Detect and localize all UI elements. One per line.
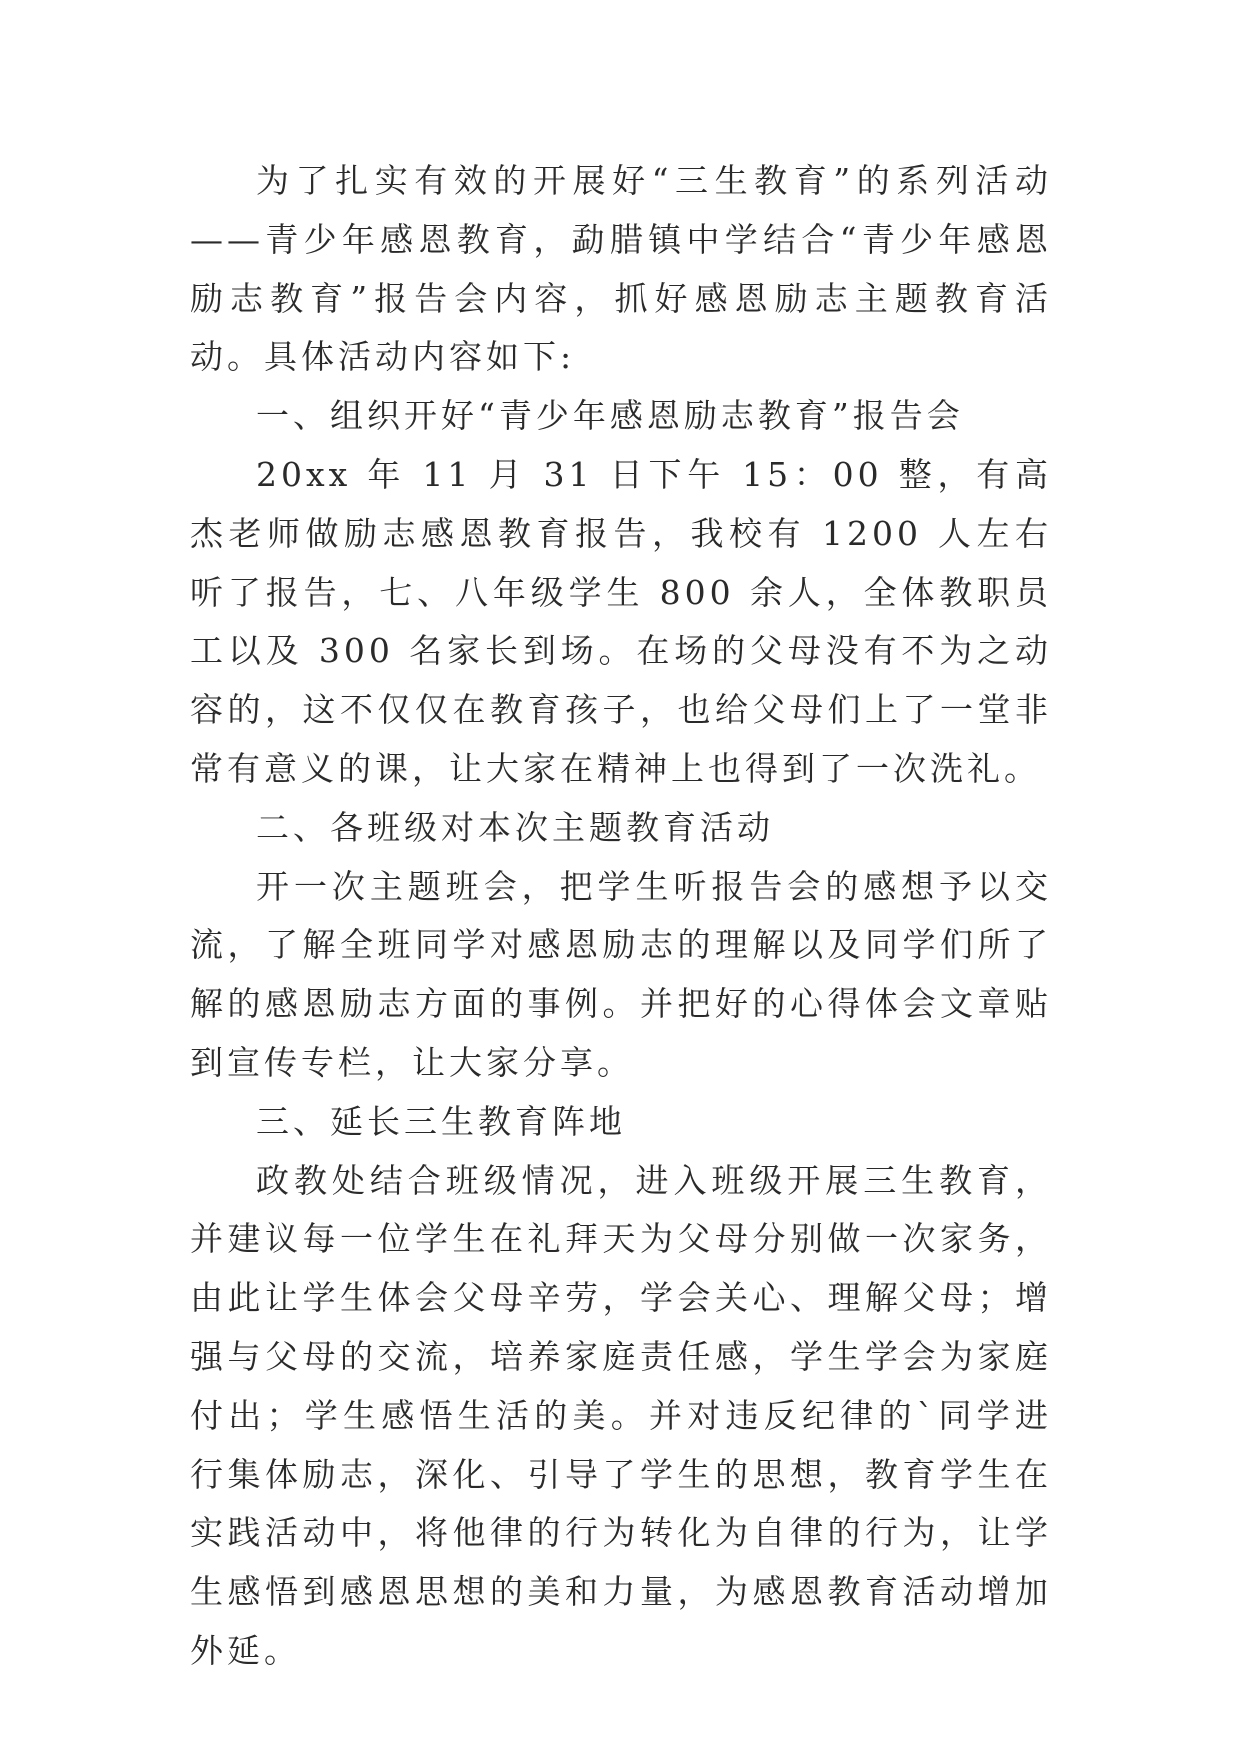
section-heading-1: 一、组织开好“青少年感恩励志教育”报告会 [256,396,964,436]
section-heading-2: 二、各班级对本次主题教育活动 [256,807,774,847]
intro-paragraph: 为了扎实有效的开展好“三生教育”的系列活动——青少年感恩教育，勐腊镇中学结合“青少年感恩励志教育”报告会内容，抓好感恩励志主题教育活动。具体活动内容如下: [190,161,1052,377]
section-3-paragraph: 政教处结合班级情况，进入班级开展三生教育，并建议每一位学生在礼拜天为父母分别做一次家务，由此让学生体会父母辛劳，学会关心、理解父母；增强与父母的交流，培养家庭责任感，学生学会为家庭付出；学生感悟生活的美。并对违反纪律的`同学进行集体励志，深化、引导了学生的思想，教育学生在实践活动中，将他律的行为转化为自律的行为，让学生感悟到感恩思想的美和力量，为感恩教育活动增加外延。 [190,1160,1052,1670]
section-2-paragraph: 开一次主题班会，把学生听报告会的感想予以交流，了解全班同学对感恩励志的理解以及同学们所了解的感恩励志方面的事例。并把好的心得体会文章贴到宣传专栏，让大家分享。 [190,866,1052,1082]
section-1-paragraph: 20xx 年 11 月 31 日下午 15：00 整，有高杰老师做励志感恩教育报告，我校有 1200 人左右听了报告，七、八年级学生 800 余人，全体教职员工以及 300 名家长到场。在场的父母没有不为之动容的，这不仅仅在教育孩子，也给父母们上了一堂非常有意义的课，让大家在精神上也得到了一次洗礼。 [190,454,1052,788]
document-page [190,152,1052,1681]
section-heading-3: 三、延长三生教育阵地 [256,1101,626,1141]
